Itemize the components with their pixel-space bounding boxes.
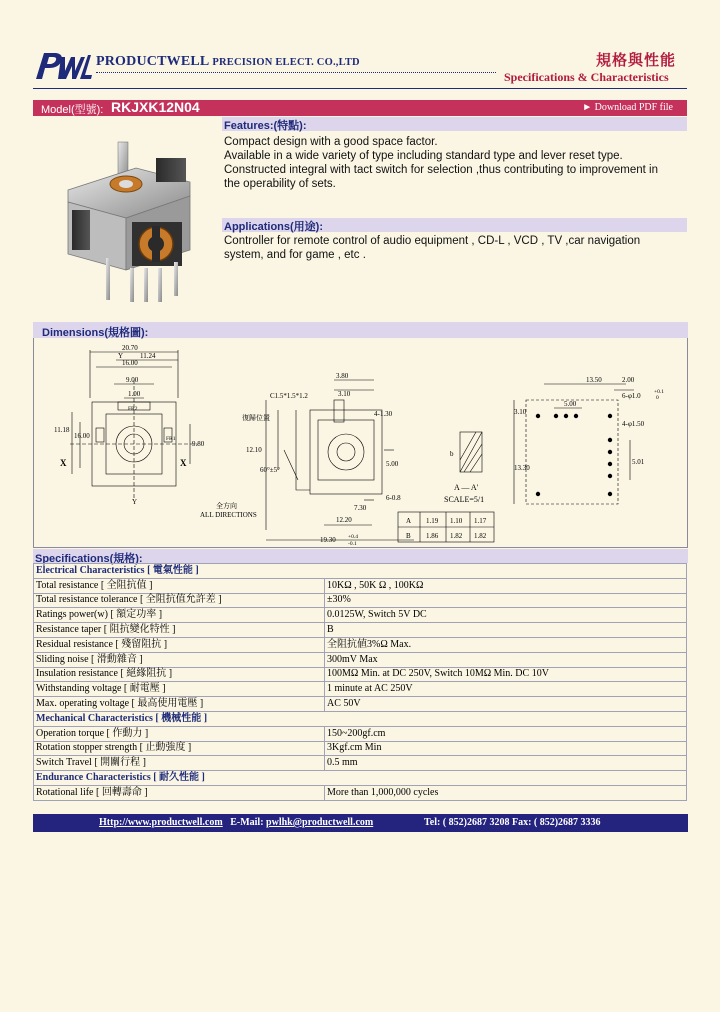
dim-label: FR2 (128, 406, 138, 412)
footer-email-label: E-Mail: (230, 817, 264, 828)
dim-label: Y (132, 498, 138, 506)
spec-row (34, 637, 687, 652)
dim-label: X (60, 458, 67, 468)
dim-label: 11.18 (54, 426, 70, 434)
dim-label: 12.10 (246, 446, 262, 454)
company-name (96, 54, 360, 70)
dimension-drawing (34, 340, 686, 545)
spec-row (34, 593, 687, 608)
dim-label: 3.10 (338, 390, 351, 398)
spec-value: B (325, 623, 687, 638)
dim-label: A — A' (454, 483, 479, 492)
dim-label: 12.20 (336, 516, 352, 524)
spec-row (34, 785, 687, 800)
spec-value: AC 50V (325, 697, 687, 712)
spec-label: Sliding noise [ 滑動雜音 ] (34, 652, 325, 667)
header-divider (33, 88, 687, 89)
dim-label: 16.00 (122, 359, 138, 367)
spec-value: 150~200gf.cm (325, 726, 687, 741)
spec-label: Total resistance [ 全阻抗值 ] (34, 578, 325, 593)
spec-section-row (34, 564, 687, 579)
dim-label: FR1 (166, 436, 176, 442)
spec-label: Insulation resistance [ 絕緣阻抗 ] (34, 667, 325, 682)
specifications-heading: Specifications(規格): (35, 553, 143, 565)
spec-row (34, 756, 687, 771)
spec-section-label: Mechanical Characteristics [ 機械性能 ] (34, 711, 687, 726)
model-bar (33, 100, 687, 116)
header-dotted-rule (96, 72, 496, 74)
spec-label: Max. operating voltage [ 最高使用電壓 ] (34, 697, 325, 712)
footer-http-label: Http:// (99, 817, 128, 828)
product-photo (48, 130, 213, 305)
features-line: Constructed integral with tact switch for selection ,thus contributing to improvement in (224, 164, 659, 176)
dim-label: +0.1 (654, 389, 664, 395)
footer-bar (33, 814, 688, 832)
dim-label: 9.80 (192, 440, 205, 448)
company-name-main: PRODUCTWELL (96, 54, 209, 69)
spec-row (34, 623, 687, 638)
download-pdf-link[interactable]: ► Download PDF file (582, 102, 673, 113)
footer-contact: Tel: ( 852)2687 3208 Fax: ( 852)2687 3336 (424, 817, 601, 828)
features-line: Compact design with a good space factor. (224, 136, 438, 148)
spec-value: 0.5 mm (325, 756, 687, 771)
company-name-sub: PRECISION ELECT. CO.,LTD (212, 57, 360, 68)
spec-row (34, 608, 687, 623)
features-line: the operability of sets. (224, 178, 336, 190)
dim-label: 全方向 (216, 502, 237, 510)
dim-label: -0.1 (348, 541, 357, 545)
spec-label: Switch Travel [ 開關行程 ] (34, 756, 325, 771)
spec-label: Resistance taper [ 阻抗變化特性 ] (34, 623, 325, 638)
spec-value: 3Kgf.cm Min (325, 741, 687, 756)
spec-label: Operation torque [ 作動力 ] (34, 726, 325, 741)
dim-label: 5.00 (564, 400, 577, 408)
ab-table-cell: 1.82 (474, 532, 487, 540)
specifications-table (33, 563, 687, 801)
spec-label: Rotation stopper strength [ 止動強度 ] (34, 741, 325, 756)
dim-label: 16.00 (74, 432, 90, 440)
spec-value: ±30% (325, 593, 687, 608)
footer-links (99, 817, 373, 828)
spec-row (34, 741, 687, 756)
spec-row (34, 697, 687, 712)
dim-label: 19.30 (320, 536, 336, 544)
applications-line: Controller for remote control of audio equipment , CD-L , VCD , TV ,car navigation (224, 235, 641, 247)
spec-label: Ratings power(w) [ 額定功率 ] (34, 608, 325, 623)
ab-table-cell: A (406, 517, 412, 525)
dim-label: 11.24 (140, 352, 156, 360)
spec-value: 100MΩ Min. at DC 250V, Switch 10MΩ Min. DC 10V (325, 667, 687, 682)
spec-row (34, 726, 687, 741)
company-logo (34, 51, 92, 81)
spec-row (34, 682, 687, 697)
dim-label: 7.30 (354, 504, 367, 512)
dimensions-heading: Dimensions(規格圖): (42, 327, 149, 339)
spec-section-label: Electrical Characteristics [ 電氣性能 ] (34, 564, 687, 579)
dim-label: 5.00 (386, 460, 399, 468)
header-title-cn: 規格與性能 (596, 53, 677, 69)
dim-label: ALL DIRECTIONS (200, 511, 257, 519)
spec-value: 1 minute at AC 250V (325, 682, 687, 697)
ab-table-cell: 1.10 (450, 517, 463, 525)
features-line: Available in a wide variety of type including standard type and lever reset type. (224, 150, 623, 162)
dim-label: X (180, 458, 187, 468)
spec-value: 300mV Max (325, 652, 687, 667)
dim-label: Y (118, 352, 124, 360)
spec-row (34, 652, 687, 667)
spec-label: Residual resistance [ 殘留阻抗 ] (34, 637, 325, 652)
applications-heading-band (222, 218, 687, 232)
spec-value: 0.0125W, Switch 5V DC (325, 608, 687, 623)
dim-label: C1.5*1.5*1.2 (270, 392, 308, 400)
dim-label: +0.4 (348, 534, 358, 540)
spec-row (34, 667, 687, 682)
spec-section-row (34, 771, 687, 786)
dim-label: b (450, 450, 454, 458)
applications-line: system, and for game , etc . (224, 249, 366, 261)
header-title-en: Specifications & Characteristics (504, 70, 669, 84)
spec-label: Withstanding voltage [ 耐電壓 ] (34, 682, 325, 697)
features-text (224, 135, 689, 191)
email-link[interactable]: pwlhk@productwell.com (266, 817, 374, 828)
dim-label: 4-φ1.50 (622, 420, 645, 428)
dim-label: 復歸位置 (242, 414, 270, 422)
model-value: RKJXK12N04 (111, 99, 200, 115)
spec-value: More than 1,000,000 cycles (325, 785, 687, 800)
model-label: Model(型號): (41, 104, 104, 116)
dim-label: 4-1.30 (374, 410, 393, 418)
dim-label: 6-0.8 (386, 494, 401, 502)
dim-label: 3.10 (514, 408, 527, 416)
dim-label: 2.00 (622, 376, 635, 384)
spec-value: 10KΩ , 50K Ω , 100KΩ (325, 578, 687, 593)
ab-table-cell: 1.17 (474, 517, 487, 525)
applications-heading: Applications(用途): (224, 221, 323, 233)
dim-label: 3.80 (336, 372, 349, 380)
ab-table-cell: B (406, 532, 411, 540)
ab-table-cell: 1.19 (426, 517, 439, 525)
features-heading-band (222, 117, 687, 131)
dim-label: 13.50 (586, 376, 602, 384)
spec-label: Rotational life [ 回轉壽命 ] (34, 785, 325, 800)
features-heading: Features:(特點): (224, 120, 307, 132)
dim-label: SCALE=5/1 (444, 495, 485, 504)
dim-label: 13.30 (514, 464, 530, 472)
dim-label: 5.01 (632, 458, 645, 466)
dim-label: 9.00 (126, 376, 139, 384)
spec-section-row (34, 711, 687, 726)
spec-label: Total resistance tolerance [ 全阻抗值允許差 ] (34, 593, 325, 608)
dim-label: 1.00 (128, 390, 141, 398)
spec-value: 全阻抗値3%Ω Max. (325, 637, 687, 652)
ab-table-cell: 1.86 (426, 532, 439, 540)
spec-section-label: Endurance Characteristics [ 耐久性能 ] (34, 771, 687, 786)
dim-label: 6-φ1.0 (622, 392, 641, 400)
ab-table-cell: 1.82 (450, 532, 463, 540)
applications-text (224, 234, 689, 262)
dim-label: 60°±5° (260, 466, 280, 474)
dim-label: 0 (656, 395, 659, 401)
spec-row (34, 578, 687, 593)
dim-label: 20.70 (122, 344, 138, 352)
website-link[interactable]: www.productwell.com (127, 817, 223, 828)
